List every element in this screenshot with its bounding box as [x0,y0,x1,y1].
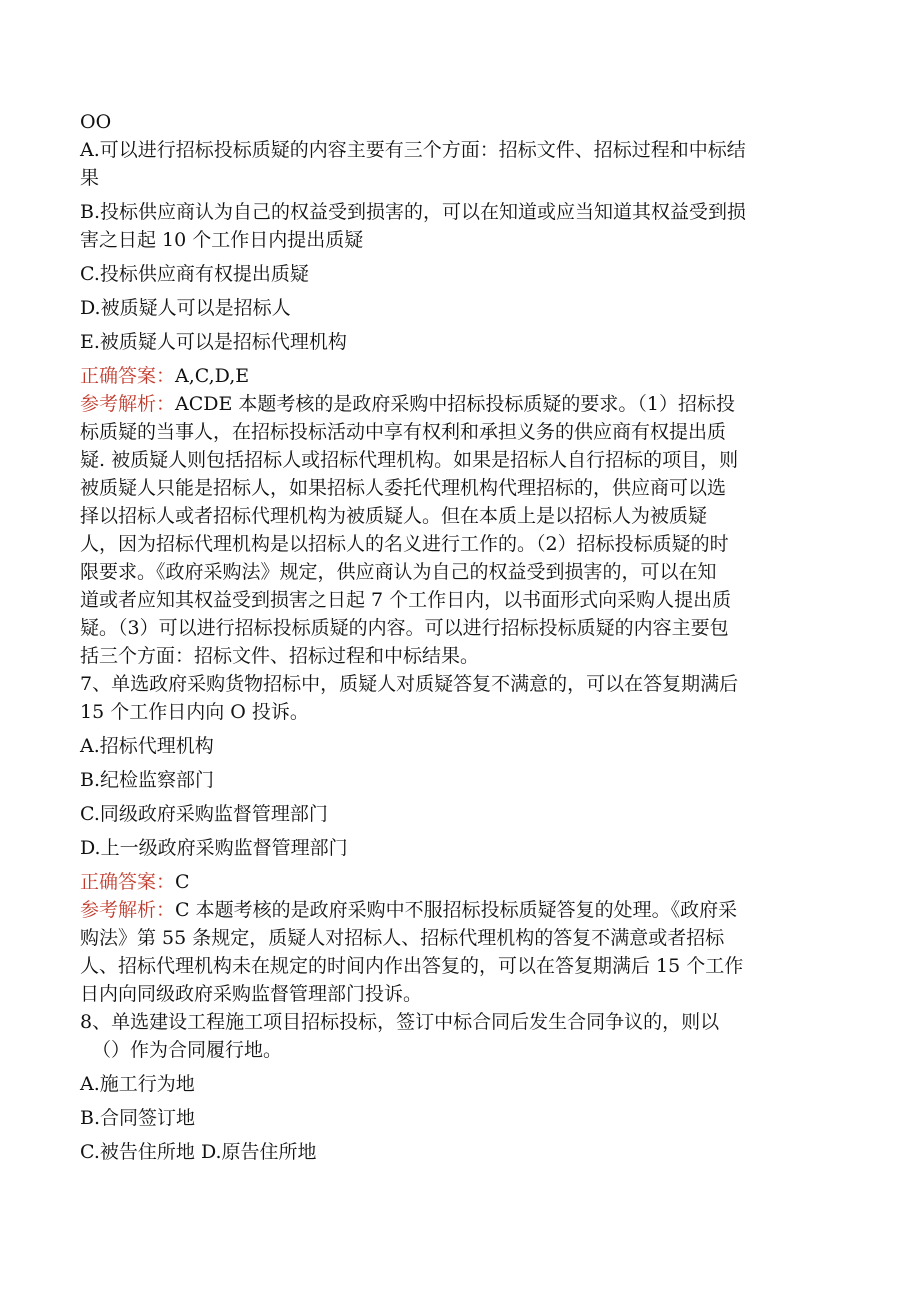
q8-option-a: A.施工行为地 [80,1073,195,1095]
analysis-label: 参考解析： [80,899,176,921]
q7-analysis-line [80,896,845,924]
q6-analysis-line: 括三个方面：招标文件、招标过程和中标结果。 [80,645,480,667]
document-page [80,108,845,1166]
q8-option-cd: C.被告住所地 D.原告住所地 [80,1141,317,1163]
q6-option-c: C.投标供应商有权提出质疑 [80,263,309,285]
q6-option-b: B.投标供应商认为自己的权益受到损害的，可以在知道或应当知道其权益受到损 [80,201,747,223]
analysis-text: C 本题考核的是政府采购中不服招标投标质疑答复的处理。《政府采 [175,899,738,921]
q7-stem: 7、单选政府采购货物招标中，质疑人对质疑答复不满意的，可以在答复期满后 [80,673,739,695]
q7-option-c: C.同级政府采购监督管理部门 [80,803,328,825]
q6-analysis-line: 限要求。《政府采购法》规定，供应商认为自己的权益受到损害的，可以在知 [80,561,717,583]
q6-analysis-line: 道或者应知其权益受到损害之日起 7 个工作日内，以书面形式向采购人提出质 [80,589,732,611]
q8-stem: 8、单选建设工程施工项目招标投标，签订中标合同后发生合同争议的，则以 [80,1011,720,1033]
q6-analysis-line: 被质疑人只能是招标人，如果招标人委托代理机构代理招标的，供应商可以选 [80,477,727,499]
analysis-text: ACDE 本题考核的是政府采购中招标投标质疑的要求。（1）招标投 [175,393,736,415]
q7-analysis-line: 人、招标代理机构未在规定的时间内作出答复的，可以在答复期满后 15 个工作 [80,955,744,977]
answer-label: 正确答案： [80,871,176,893]
q6-analysis-line: 择以招标人或者招标代理机构为被质疑人。但在本质上是以招标人为被质疑 [80,505,708,527]
q6-option-a-cont: 果 [80,167,100,189]
q6-analysis-line [80,390,845,418]
q6-analysis-line: 疑. 被质疑人则包括招标人或招标代理机构。如果是招标人自行招标的项目，则 [80,449,739,471]
q6-option-e: E.被质疑人可以是招标代理机构 [80,331,347,353]
q7-answer [80,868,845,896]
q6-option-d: D.被质疑人可以是招标人 [80,297,291,319]
q6-analysis-line: 人，因为招标代理机构是以招标人的名义进行工作的。（2）招标投标质疑的时 [80,533,729,555]
page-fragment: OO [80,111,112,133]
analysis-label: 参考解析： [80,393,176,415]
q6-answer [80,362,845,390]
q7-option-d: D.上一级政府采购监督管理部门 [80,837,348,859]
q8-stem-cont: （）作为合同履行地。 [92,1039,283,1061]
answer-value: C [175,871,190,893]
q7-option-b: B.纪检监察部门 [80,769,215,791]
q6-option-a: A.可以进行招标投标质疑的内容主要有三个方面：招标文件、招标过程和中标结 [80,139,746,161]
answer-label: 正确答案： [80,365,176,387]
q7-option-a: A.招标代理机构 [80,735,214,757]
q6-option-b-cont: 害之日起 10 个工作日内提出质疑 [80,229,364,251]
q7-analysis-line: 日内向同级政府采购监督管理部门投诉。 [80,983,423,1005]
q7-stem-cont: 15 个工作日内向 O 投诉。 [80,701,309,723]
q7-analysis-line: 购法》第 55 条规定，质疑人对招标人、招标代理机构的答复不满意或者招标 [80,927,725,949]
q6-analysis-line: 标质疑的当事人，在招标投标活动中享有权利和承担义务的供应商有权提出质 [80,421,727,443]
answer-value: A,C,D,E [175,365,250,387]
q6-analysis-line: 疑。（3）可以进行招标投标质疑的内容。可以进行招标投标质疑的内容主要包 [80,617,729,639]
q8-option-b: B.合同签订地 [80,1107,196,1129]
